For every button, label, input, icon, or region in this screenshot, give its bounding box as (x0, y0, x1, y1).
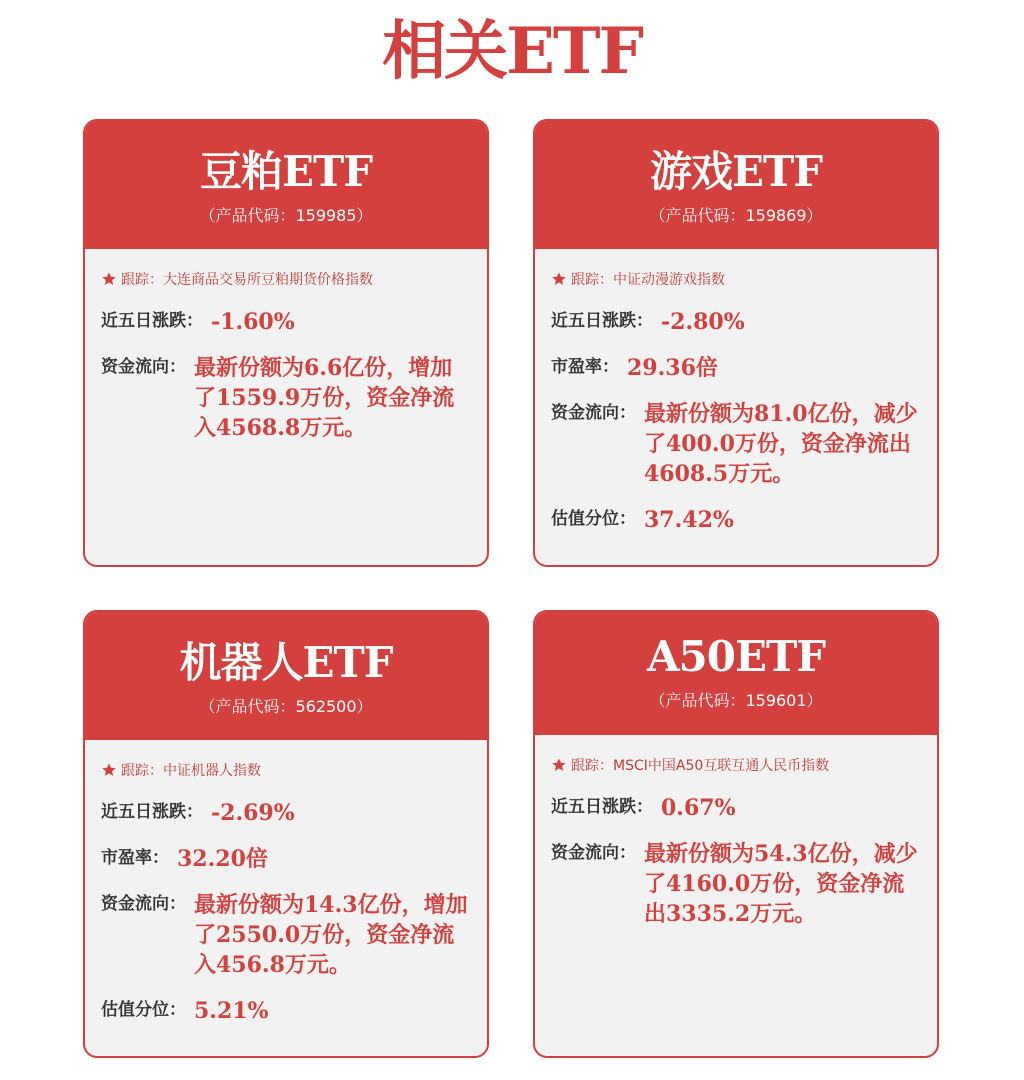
row-value: -2.80% (661, 309, 745, 335)
row-value: 0.67% (661, 795, 736, 821)
row-label: 近五日涨跌： (551, 311, 653, 331)
pe-ratio-row (551, 353, 921, 383)
row-label: 市盈率： (551, 357, 619, 377)
row-value: 最新份额为14.3亿份，增加了2550.0万份，资金净流入456.8万元。 (194, 892, 468, 978)
etf-name: 游戏ETF (649, 147, 823, 196)
card-body (85, 249, 487, 443)
five-day-change-row (551, 793, 921, 823)
etf-name: A50ETF (646, 632, 826, 681)
etf-name: 机器人ETF (179, 638, 393, 687)
fund-flow-row (101, 890, 471, 980)
row-value: 最新份额为6.6亿份，增加了1559.9万份，资金净流入4568.8万元。 (194, 355, 455, 441)
row-value: 37.42% (644, 507, 734, 533)
five-day-change-row (101, 798, 471, 828)
etf-card-a50[interactable] (533, 610, 939, 1058)
track-index-line (101, 269, 471, 289)
row-label: 资金流向： (101, 894, 186, 914)
row-label: 近五日涨跌： (551, 797, 653, 817)
fund-flow-row (101, 353, 471, 443)
track-label: 跟踪： (121, 272, 163, 288)
row-label: 估值分位： (551, 509, 636, 529)
valuation-percentile-row (101, 996, 471, 1026)
card-header (535, 121, 937, 249)
card-body (535, 249, 937, 535)
row-value: -2.69% (211, 800, 295, 826)
track-label: 跟踪： (571, 272, 613, 288)
fund-flow-row (551, 399, 921, 489)
track-index-line (551, 269, 921, 289)
etf-card-soybean-meal[interactable] (83, 119, 489, 567)
star-icon (101, 762, 117, 778)
row-value: 32.20倍 (177, 846, 268, 872)
track-index: 大连商品交易所豆粕期货价格指数 (163, 272, 373, 288)
etf-name: 豆粕ETF (199, 147, 373, 196)
five-day-change-row (101, 307, 471, 337)
star-icon (551, 757, 567, 773)
five-day-change-row (551, 307, 921, 337)
star-icon (551, 271, 567, 287)
row-label: 近五日涨跌： (101, 802, 203, 822)
track-index-line (551, 755, 921, 775)
card-header (85, 612, 487, 740)
row-value: -1.60% (211, 309, 295, 335)
fund-flow-row (551, 839, 921, 929)
product-code: （产品代码：562500） (199, 697, 373, 716)
row-label: 市盈率： (101, 848, 169, 868)
card-header (85, 121, 487, 249)
pe-ratio-row (101, 844, 471, 874)
row-value: 29.36倍 (627, 355, 718, 381)
star-icon (101, 271, 117, 287)
track-label: 跟踪： (121, 763, 163, 779)
card-header (535, 612, 937, 735)
card-body (85, 740, 487, 1026)
row-label: 估值分位： (101, 1000, 186, 1020)
row-value: 最新份额为54.3亿份，减少了4160.0万份，资金净流出3335.2万元。 (644, 841, 918, 927)
row-label: 近五日涨跌： (101, 311, 203, 331)
row-label: 资金流向： (551, 403, 636, 423)
track-index: MSCI中国A50互联互通人民币指数 (613, 758, 830, 774)
track-index: 中证动漫游戏指数 (613, 272, 725, 288)
card-body (535, 735, 937, 929)
track-index: 中证机器人指数 (163, 763, 261, 779)
etf-card-robot[interactable] (83, 610, 489, 1058)
track-label: 跟踪： (571, 758, 613, 774)
row-value: 5.21% (194, 998, 269, 1024)
track-index-line (101, 760, 471, 780)
page-title: 相关ETF (382, 14, 642, 89)
row-label: 资金流向： (101, 357, 186, 377)
row-value: 最新份额为81.0亿份，减少了400.0万份，资金净流出4608.5万元。 (644, 401, 918, 487)
product-code: （产品代码：159869） (649, 206, 823, 225)
row-label: 资金流向： (551, 843, 636, 863)
etf-card-gaming[interactable] (533, 119, 939, 567)
valuation-percentile-row (551, 505, 921, 535)
product-code: （产品代码：159985） (199, 206, 373, 225)
product-code: （产品代码：159601） (649, 691, 823, 710)
